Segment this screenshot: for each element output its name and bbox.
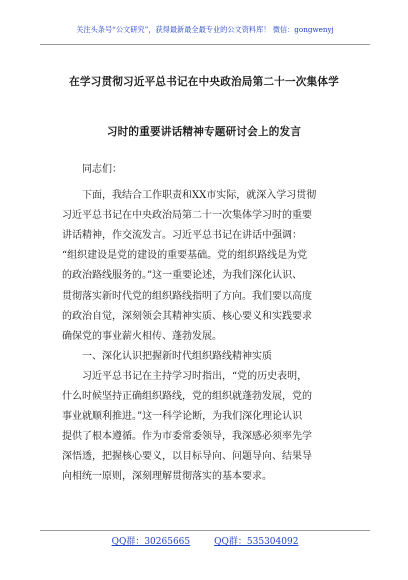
body-line: 讲话精神，作交流发言。习近平总书记在讲话中强调： [62,230,302,242]
body-line: 的政治自觉，深刻领会其精神实质、核心要义和实践要求 [62,310,312,322]
body-line: 事业就顺利推进。”这一科学论断，为我们深化理论认识 [62,411,303,423]
body-line: 下面，我结合工作职责和XX市实际，就深入学习贯彻 [82,190,317,202]
body-line: “组织建设是党的建设的重要基础。党的组织路线是为党 [62,250,308,262]
header-banner: 关注头条号“公文研究”，获得最新最全最专业的公文资料库！ 微信：gongwenyj [76,25,334,34]
section-heading: 一、深化认识把握新时代组织路线精神实质 [82,350,272,362]
document-title-line-1: 在学习贯彻习近平总书记在中央政治局第二十一次集体学 [69,76,339,88]
document-body [62,160,350,488]
body-line: 深悟透，把握核心要义，以目标导向、问题导向、结果导 [62,451,312,463]
header-divider [40,44,370,45]
body-line: 确保党的事业薪火相传、蓬勃发展。 [62,330,222,342]
body-line: 向相统一原则，深刻理解贯彻落实的基本要求。 [62,471,272,483]
salutation: 同志们： [82,164,122,175]
footer-divider [40,530,370,531]
body-line: 习近平总书记在主持学习时指出，“党的历史表明， [82,370,308,382]
body-line: 什么时候坚持正确组织路线，党的组织就蓬勃发展，党的 [62,391,312,403]
footer-qq-group-1: QQ群：30265665 [111,537,191,547]
document-title-line-2: 习时的重要讲话精神专题研讨会上的发言 [106,126,302,138]
body-line: 习近平总书记在中央政治局第二十一次集体学习时的重要 [62,210,312,222]
body-line: 贯彻落实新时代党的组织路线指明了方向。我们要以高度 [62,290,312,302]
footer-qq-group-2: QQ群：535304092 [214,537,299,547]
body-line: 提供了根本遵循。作为市委常委领导，我深感必须率先学 [62,431,312,443]
body-line: 的政治路线服务的。”这一重要论述，为我们深化认识、 [62,270,303,282]
footer [40,534,370,547]
